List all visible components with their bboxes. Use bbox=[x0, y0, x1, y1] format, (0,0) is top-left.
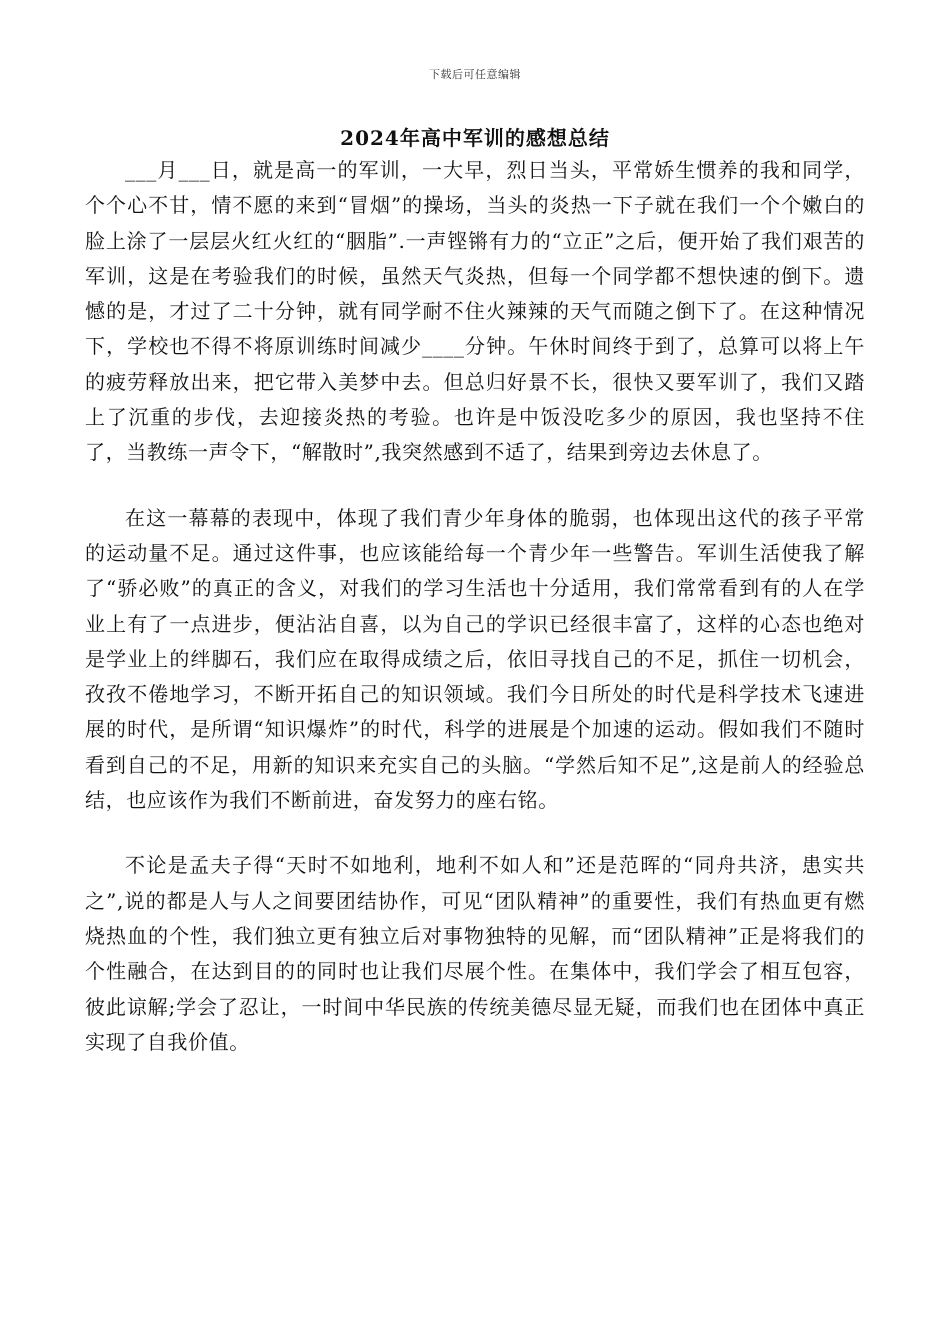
document-title: 2024年高中军训的感想总结 bbox=[340, 126, 610, 150]
paragraph-1: ___月___日，就是高一的军训，一大早，烈日当头，平常娇生惯养的我和同学，个个心不甘，情不愿的来到“冒烟”的操场，当头的炎热一下子就在我们一个个嫩白的脸上涂了一层层火红火红的“胭脂”.一声铿锵有力的“立正”之后，便开始了我们艰苦的军训，这是在考验我们的时候，虽然天气炎热，但每一个同学都不想快速的倒下。遗憾的是，才过了二十分钟，就有同学耐不住火辣辣的天气而随之倒下了。在这种情况下，学校也不得不将原训练时间减少____分钟。午休时间终于到了，总算可以将上午的疲劳释放出来，把它带入美梦中去。但总归好景不长，很快又要军训了，我们又踏上了沉重的步伐，去迎接炎热的考验。也许是中饭没吃多少的原因，我也坚持不住了，当教练一声令下，“解散时”,我突然感到不适了，结果到旁边去休息了。 bbox=[85, 158, 865, 465]
paragraph-3: 不论是孟夫子得“天时不如地利，地利不如人和”还是范晖的“同舟共济，患实共之”,说的都是人与人之间要团结协作，可见“团队精神”的重要性，我们有热血更有燃烧热血的个性，我们独立更有独立后对事物独特的见解，而“团队精神”正是将我们的个性融合，在达到目的的同时也让我们尽展个性。在集体中，我们学会了相互包容，彼此谅解;学会了忍让，一时间中华民族的传统美德尽显无疑，而我们也在团体中真正实现了自我价值。 bbox=[85, 853, 865, 1054]
document-body bbox=[85, 153, 865, 1090]
paragraph-2: 在这一幕幕的表现中，体现了我们青少年身体的脆弱，也体现出这代的孩子平常的运动量不足。通过这件事，也应该能给每一个青少年一些警告。军训生活使我了解了“骄必败”的真正的含义，对我们的学习生活也十分适用，我们常常看到有的人在学业上有了一点进步，便沾沾自喜，以为自己的学识已经很丰富了，这样的心态也绝对是学业上的绊脚石，我们应在取得成绩之后，依旧寻找自己的不足，抓住一切机会，孜孜不倦地学习，不断开拓自己的知识领域。我们今日所处的时代是科学技术飞速进展的时代，是所谓“知识爆炸”的时代，科学的进展是个加速的运动。假如我们不随时看到自己的不足，用新的知识来充实自己的头脑。“学然后知不足”,这是前人的经验总结，也应该作为我们不断前进，奋发努力的座右铭。 bbox=[85, 505, 865, 813]
header-note: 下载后可任意编辑 bbox=[429, 68, 521, 81]
